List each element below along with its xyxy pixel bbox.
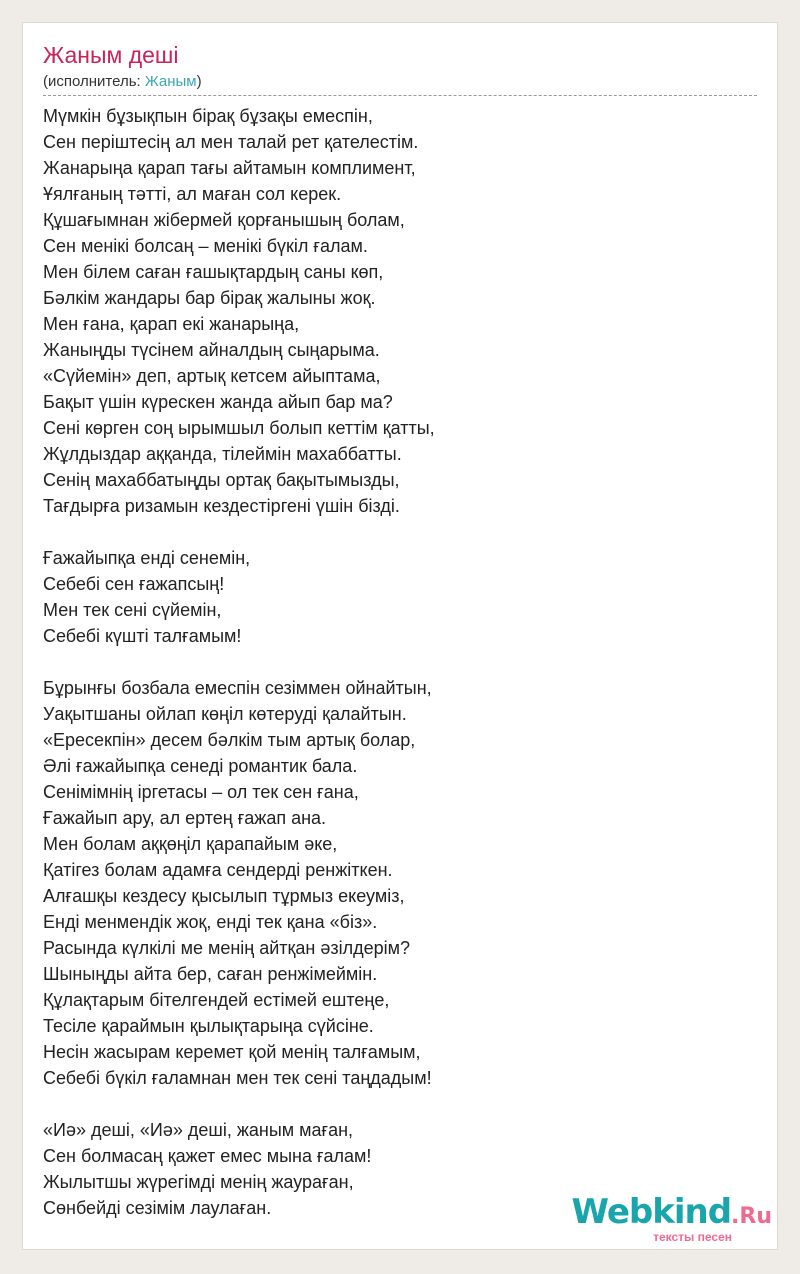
lyric-line: Мен ғана, қарап екі жанарыңа, xyxy=(43,314,300,334)
lyric-line: Мен болам аққөңіл қарапайым әке, xyxy=(43,834,338,854)
lyric-line: Бұрынғы бозбала емеспін сезіммен ойнайтын, xyxy=(43,678,432,698)
artist-line xyxy=(43,73,202,91)
lyric-line: Сен менікі болсаң – менікі бүкіл ғалам. xyxy=(43,236,368,256)
lyric-line: Несін жасырам керемет қой менің талғамым, xyxy=(43,1042,421,1062)
lyric-line: Мүмкін бұзықпын бірақ бұзақы емеспін, xyxy=(43,106,373,126)
lyric-line: Себебі күшті талғамым! xyxy=(43,626,242,646)
lyrics-text xyxy=(43,103,435,1221)
lyric-line: Тесіле қараймын қылықтарыңа сүйсіне. xyxy=(43,1016,374,1036)
lyric-line: Расында күлкілі ме менің айтқан әзілдерім? xyxy=(43,938,411,958)
lyric-line: Бақыт үшін күрескен жанда айып бар ма? xyxy=(43,392,393,412)
lyric-line: Жылытшы жүрегімді менің жаураған, xyxy=(43,1172,354,1192)
lyric-line: Жаныңды түсінем айналдың сыңарыма. xyxy=(43,340,380,360)
stanza-gap xyxy=(43,649,435,675)
logo-tagline: тексты песен xyxy=(653,1230,732,1244)
lyric-line: «Иә» деші, «Иә» деші, жаным маған, xyxy=(43,1120,354,1140)
lyric-line: Ғажайып ару, ал ертең ғажап ана. xyxy=(43,808,327,828)
stanza-gap xyxy=(43,1091,435,1117)
lyric-line: Ұялғаның тәтті, ал маған сол керек. xyxy=(43,184,342,204)
lyric-line: Тағдырға ризамын кездестіргені үшін бізді. xyxy=(43,496,400,516)
lyric-line: Уақытшаны ойлап көңіл көтеруді қалайтын. xyxy=(43,704,407,724)
divider xyxy=(43,95,757,96)
lyric-line: Құлақтарым бітелгендей естімей ештеңе, xyxy=(43,990,390,1010)
lyric-line: Әлі ғажайыпқа сенеді романтик бала. xyxy=(43,756,358,776)
stanza-gap xyxy=(43,519,435,545)
lyric-line: Құшағымнан жібермей қорғанышың болам, xyxy=(43,210,405,230)
artist-suffix: ) xyxy=(196,73,202,90)
lyric-line: Жанарыңа қарап тағы айтамын комплимент, xyxy=(43,158,416,178)
lyric-line: Жұлдыздар аққанда, тілеймін махаббатты. xyxy=(43,444,402,464)
lyric-line: Себебі бүкіл ғаламнан мен тек сені таңдадым! xyxy=(43,1068,432,1088)
lyric-line: Сен болмасаң қажет емес мына ғалам! xyxy=(43,1146,372,1166)
lyric-line: «Сүйемін» деп, артық кетсем айыптама, xyxy=(43,366,381,386)
lyric-line: Мен білем саған ғашықтардың саны көп, xyxy=(43,262,384,282)
lyric-line: Себебі сен ғажапсың! xyxy=(43,574,225,594)
lyric-line: Сенімімнің іргетасы – ол тек сен ғана, xyxy=(43,782,359,802)
lyric-line: Қатігез болам адамға сендерді ренжіткен. xyxy=(43,860,393,880)
lyric-line: Енді менмендік жоқ, енді тек қана «біз». xyxy=(43,912,378,932)
lyric-line: «Ересекпін» десем бәлкім тым артық болар, xyxy=(43,730,416,750)
logo-wordmark xyxy=(572,1194,772,1230)
logo-tld: .Ru xyxy=(731,1204,772,1229)
webkind-logo[interactable] xyxy=(572,1194,772,1244)
lyric-line: Ғажайыпқа енді сенемін, xyxy=(43,548,251,568)
artist-link[interactable]: Жаным xyxy=(144,73,197,90)
artist-prefix: (исполнитель: xyxy=(43,73,145,90)
song-title: Жаным деші xyxy=(43,42,179,68)
lyric-line: Мен тек сені сүйемін, xyxy=(43,600,222,620)
lyric-line: Бәлкім жандары бар бірақ жалыны жоқ. xyxy=(43,288,376,308)
lyric-line: Шыныңды айта бер, саған ренжімеймін. xyxy=(43,964,378,984)
lyric-line: Сөнбейді сезімім лаулаған. xyxy=(43,1198,272,1218)
lyric-line: Сенің махаббатыңды ортақ бақытымызды, xyxy=(43,470,400,490)
lyric-line: Сен періштесің ал мен талай рет қателестім. xyxy=(43,132,419,152)
lyric-line: Сені көрген соң ырымшыл болып кеттім қатты, xyxy=(43,418,435,438)
lyric-line: Алғашқы кездесу қысылып тұрмыз екеуміз, xyxy=(43,886,405,906)
logo-main: Webkind xyxy=(571,1192,732,1232)
